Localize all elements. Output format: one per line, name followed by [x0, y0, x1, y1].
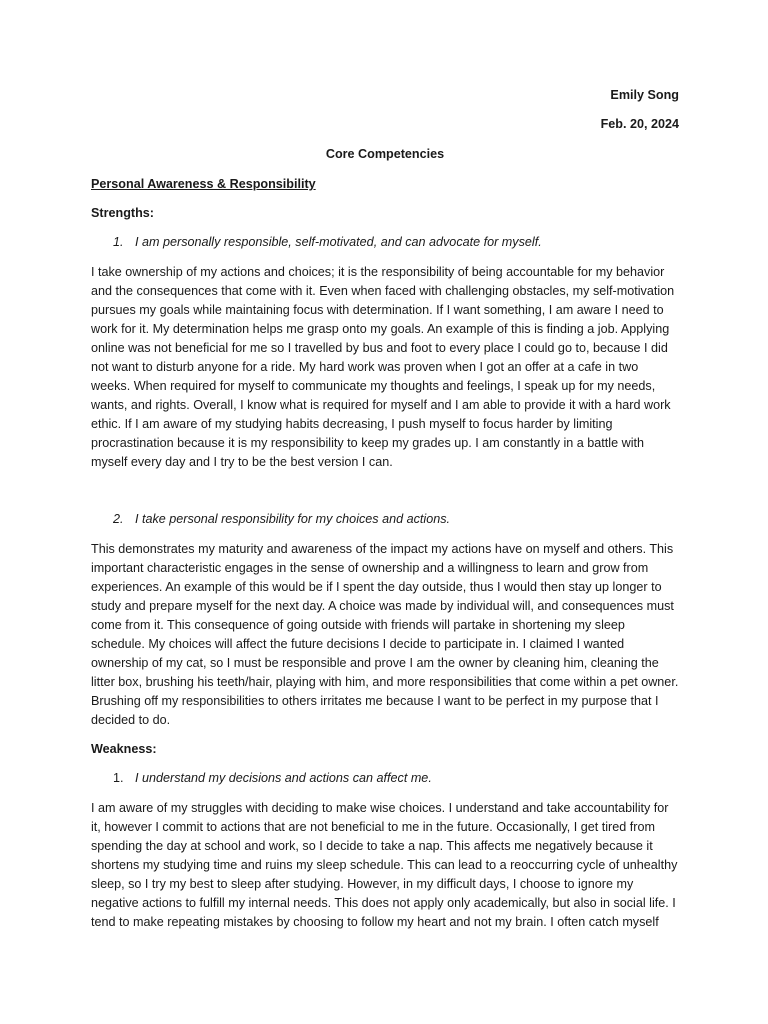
strength-2-statement: I take personal responsibility for my choices and actions. — [135, 512, 450, 526]
strength-1-statement: I am personally responsible, self-motivated, and can advocate for myself. — [135, 235, 542, 249]
weakness-heading: Weakness: — [91, 742, 157, 756]
document-title: Core Competencies — [325, 147, 445, 161]
strength-2-paragraph: This demonstrates my maturity and awareness of the impact my actions have on myself and others. This important characteristic engages in the sense of ownership and a willingness to learn and grow from experiences. An example of this would be if I spent the day outside, thus I would then stay up longer to study and prepare myself for the next day. A choice was made by individual will, and consequences must come from it. This consequence of going outside with friends will partake in shortening my sleep schedule. My choices will affect the future decisions I decide to participate in. I claimed I wanted ownership of my cat, so I must be responsible and prove I am the owner by cleaning him, cleaning the litter box, brushing his teeth/hair, playing with him, and more responsibilities that come within a pet owner. Brushing off my responsibilities to others irritates me because I want to be perfect in my purpose that I decided to do. — [91, 542, 679, 727]
weakness-1-item — [91, 769, 679, 788]
strength-1-paragraph: I take ownership of my actions and choices; it is the responsibility of being accountable for my behavior and the consequences that come with it. Even when faced with challenging obstacles, my self-motivation pursues my goals while maintaining focus with determination. If I want something, I am aware I need to work for it. My determination helps me grasp onto my goals. An example of this is finding a job. Applying online was not beneficial for me so I travelled by bus and foot to every place I could go to, because I did not want to disturb anyone for a ride. My hard work was proven when I got an offer at a cafe in two weeks. When required for myself to communicate my thoughts and feelings, I speak up for my needs, wants, and rights. Overall, I know what is required for myself and I am able to provide it with a hard work ethic. If I am aware of my studying habits decreasing, I push myself to focus harder by limiting procrastination because it is my responsibility to keep my grades up. I am constantly in a battle with myself every day and I try to be the best version I can. — [91, 265, 675, 469]
document-body — [91, 86, 679, 942]
author-name: Emily Song — [610, 88, 679, 102]
weakness-1-paragraph: I am aware of my struggles with deciding to make wise choices. I understand and take accountability for it, however I commit to actions that are not beneficial to me in the future. Occasionally, I get tired from spending the day at school and work, so I decide to take a nap. This affects me negatively because it shortens my studying time and ruins my sleep schedule. This can lead to a reoccurring cycle of unhealthy sleep, so I try my best to sleep after studying. However, in my difficult days, I choose to ignore my negative actions to fulfill my internal needs. This does not apply only academically, but also in social life. I tend to make repeating mistakes by choosing to follow my heart and not my brain. I often catch myself — [91, 801, 678, 929]
strengths-heading: Strengths: — [91, 206, 154, 220]
strength-1-item — [91, 233, 679, 252]
strength-2-item — [91, 510, 679, 529]
document-date: Feb. 20, 2024 — [600, 117, 679, 131]
list-number: 1. — [113, 235, 124, 249]
weakness-1-statement: I understand my decisions and actions can affect me. — [135, 771, 432, 785]
list-number: 2. — [113, 512, 124, 526]
blank-line — [91, 482, 679, 510]
list-number: 1. — [113, 771, 124, 785]
section-heading: Personal Awareness & Responsibility — [91, 177, 316, 191]
